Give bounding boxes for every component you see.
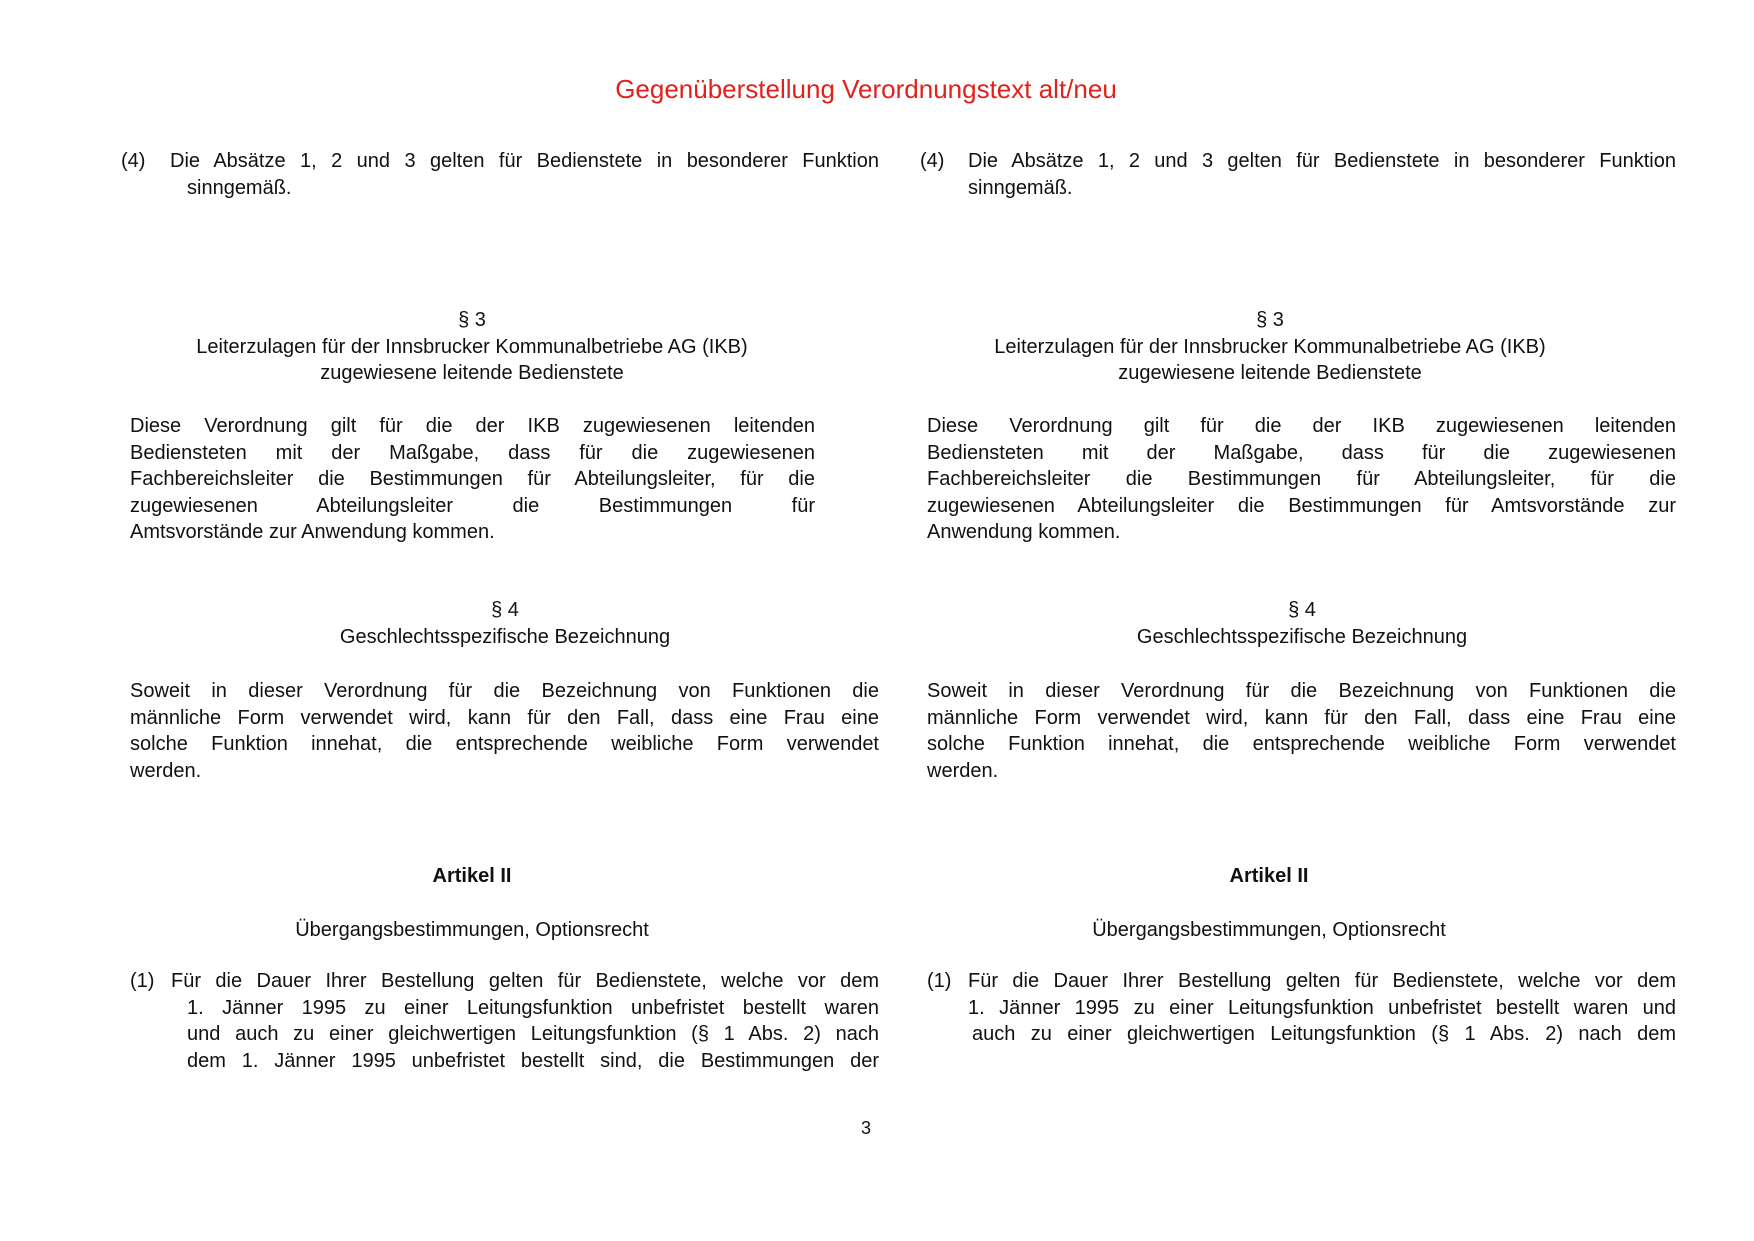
- paragraph-1-line: Für die Dauer Ihrer Bestellung gelten für Bedienstete, welche vor dem: [171, 970, 879, 992]
- section-4-text-line: werden.: [130, 759, 202, 782]
- section-4-text-line: männliche Form verwendet wird, kann für den Fall, dass eine Frau eine: [130, 706, 879, 729]
- paragraph-number: (4): [920, 150, 945, 172]
- section-3-text-line: Bediensteten mit der Maßgabe, dass für die zugewiesenen: [130, 441, 815, 464]
- paragraph-1-line: auch zu einer gleichwertigen Leitungsfunktion (§ 1 Abs. 2) nach dem: [972, 1023, 1676, 1045]
- paragraph-4-line: sinngemäß.: [187, 176, 292, 199]
- section-3-text-line: zugewiesenen Abteilungsleiter die Bestimmungen für: [130, 494, 815, 517]
- paragraph-4-line: Die Absätze 1, 2 und 3 gelten für Bedienstete in besonderer Funktion: [170, 150, 879, 172]
- section-3-text-line: Amtsvorstände zur Anwendung kommen.: [130, 521, 495, 543]
- section-4-text-line: werden.: [927, 759, 999, 782]
- article-heading: Artikel II: [1229, 865, 1309, 887]
- section-4-text-line: männliche Form verwendet wird, kann für den Fall, dass eine Frau eine: [927, 706, 1676, 729]
- document-title: Gegenüberstellung Verordnungstext alt/neu: [615, 74, 1117, 104]
- section-4-heading: § 4: [1288, 599, 1316, 621]
- section-3-text-line: Bediensteten mit der Maßgabe, dass für die zugewiesenen: [927, 441, 1676, 464]
- section-3-heading: § 3: [458, 309, 486, 331]
- section-4-text-line: Soweit in dieser Verordnung für die Bezeichnung von Funktionen die: [927, 680, 1676, 702]
- paragraph-1-line: Für die Dauer Ihrer Bestellung gelten für Bedienstete, welche vor dem: [968, 970, 1676, 992]
- section-3-text-line: zugewiesenen Abteilungsleiter die Bestimmungen für Amtsvorstände zur: [927, 494, 1676, 517]
- section-3-text-line: Anwendung kommen.: [927, 521, 1121, 543]
- section-4-heading: § 4: [491, 599, 519, 621]
- section-3-text-line: Fachbereichsleiter die Bestimmungen für Abteilungsleiter, für die: [927, 468, 1676, 490]
- section-3-heading: zugewiesene leitende Bedienstete: [1118, 362, 1422, 384]
- paragraph-1-line: und auch zu einer gleichwertigen Leitungsfunktion (§ 1 Abs. 2) nach: [187, 1023, 879, 1045]
- article-subtitle: Übergangsbestimmungen, Optionsrecht: [1092, 919, 1446, 941]
- section-4-text-line: Soweit in dieser Verordnung für die Bezeichnung von Funktionen die: [130, 680, 879, 702]
- section-3-heading: Leiterzulagen für der Innsbrucker Kommunalbetriebe AG (IKB): [994, 335, 1546, 358]
- paragraph-number: (4): [121, 150, 146, 172]
- paragraph-number: (1): [130, 970, 155, 992]
- section-3-text-line: Diese Verordnung gilt für die der IKB zugewiesenen leitenden: [130, 415, 815, 437]
- section-3-heading: § 3: [1256, 309, 1284, 331]
- paragraph-4-line: Die Absätze 1, 2 und 3 gelten für Bedienstete in besonderer Funktion: [968, 150, 1676, 172]
- paragraph-1-line: 1. Jänner 1995 zu einer Leitungsfunktion unbefristet bestellt waren: [187, 996, 879, 1019]
- page-number: 3: [860, 1118, 871, 1138]
- paragraph-1-line: 1. Jänner 1995 zu einer Leitungsfunktion unbefristet bestellt waren und: [968, 996, 1676, 1019]
- section-3-heading: zugewiesene leitende Bedienstete: [320, 362, 624, 384]
- section-3-heading: Leiterzulagen für der Innsbrucker Kommunalbetriebe AG (IKB): [196, 335, 748, 358]
- section-3-text-line: Fachbereichsleiter die Bestimmungen für Abteilungsleiter, für die: [130, 468, 815, 490]
- section-4-text-line: solche Funktion innehat, die entsprechende weibliche Form verwendet: [130, 733, 879, 755]
- section-3-text-line: Diese Verordnung gilt für die der IKB zugewiesenen leitenden: [927, 415, 1676, 437]
- paragraph-number: (1): [927, 970, 952, 992]
- paragraph-4-line: sinngemäß.: [968, 176, 1073, 199]
- article-heading: Artikel II: [432, 865, 512, 887]
- section-4-heading: Geschlechtsspezifische Bezeichnung: [339, 625, 671, 648]
- section-4-text-line: solche Funktion innehat, die entsprechende weibliche Form verwendet: [927, 733, 1676, 755]
- article-subtitle: Übergangsbestimmungen, Optionsrecht: [295, 919, 649, 941]
- section-4-heading: Geschlechtsspezifische Bezeichnung: [1136, 625, 1468, 648]
- paragraph-1-line: dem 1. Jänner 1995 unbefristet bestellt sind, die Bestimmungen der: [187, 1049, 879, 1072]
